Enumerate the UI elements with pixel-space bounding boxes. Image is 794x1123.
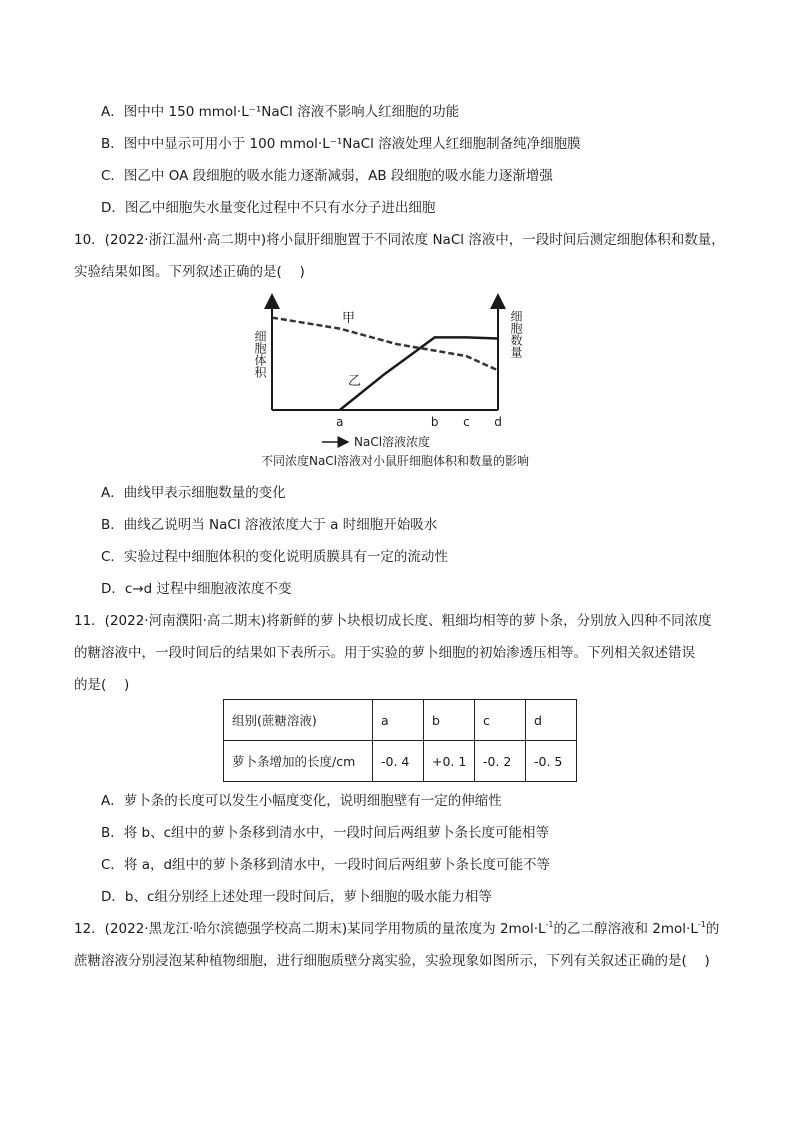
q9-option-b: B．图中中显示可用小于 100 mmol·L⁻¹NaCl 溶液处理人红细胞制备纯净细胞膜: [101, 136, 581, 152]
series-yi-label: 乙: [348, 374, 362, 389]
q11-option-c: C．将 a，d组中的萝卜条移到清水中，一段时间后两组萝卜条长度可能不等: [101, 857, 551, 873]
right-axis-label: 细胞数量: [509, 310, 523, 358]
q10-option-a: A．曲线甲表示细胞数量的变化: [101, 485, 286, 501]
q11-stem-line3: 的是( ): [74, 677, 130, 693]
q9-option-a: A．图中中 150 mmol·L⁻¹NaCl 溶液不影响人红细胞的功能: [101, 104, 460, 120]
x-tick-a: a: [336, 415, 344, 429]
table-header-b: b: [424, 700, 475, 741]
left-axis-label: 细胞体积: [253, 330, 267, 378]
table-row-label: 萝卜条增加的长度/cm: [224, 741, 373, 782]
q10-option-d: D．c→d 过程中细胞液浓度不变: [101, 581, 292, 597]
q12-stem-line2: 蔗糖溶液分别浸泡某种植物细胞，进行细胞质壁分离实验，实验现象如图所示，下列有关叙述正确的是( ): [74, 953, 710, 969]
series-jia-line: [272, 318, 498, 371]
x-tick-b: b: [430, 415, 439, 429]
q12-stem-line1: [74, 920, 719, 938]
x-axis-label: NaCl溶液浓度: [354, 435, 431, 449]
table-header-d: d: [526, 700, 577, 741]
table-cell-d: -0. 5: [526, 741, 577, 782]
table-cell-c: -0. 2: [475, 741, 526, 782]
table-header-c: c: [475, 700, 526, 741]
q11-option-b: B．将 b、c组中的萝卜条移到清水中，一段时间后两组萝卜条长度可能相等: [101, 825, 550, 841]
q10-stem-line2: 实验结果如图。下列叙述正确的是( ): [74, 264, 305, 280]
x-tick-d: d: [494, 415, 502, 429]
table-row: [224, 741, 577, 782]
chart-title: 不同浓度NaCl溶液对小鼠肝细胞体积和数量的影响: [260, 454, 530, 468]
superscript: -1: [545, 920, 554, 929]
q11-option-d: D．b、c组分别经上述处理一段时间后，萝卜细胞的吸水能力相等: [101, 889, 492, 905]
table-header-label: 组别(蔗糖溶液): [224, 700, 373, 741]
superscript: -1: [697, 920, 706, 929]
q11-stem-line1: 11．(2022·河南濮阳·高二期末)将新鲜的萝卜块根切成长度、粗细均相等的萝卜条，分别放入四种不同浓度: [74, 613, 712, 629]
table-cell-a: -0. 4: [373, 741, 424, 782]
q10-stem-line1: 10．(2022·浙江温州·高二期中)将小鼠肝细胞置于不同浓度 NaCl 溶液中，一段时间后测定细胞体积和数量，: [74, 232, 725, 248]
q11-option-a: A．萝卜条的长度可以发生小幅度变化，说明细胞壁有一定的伸缩性: [101, 793, 502, 809]
q10-option-b: B．曲线乙说明当 NaCl 溶液浓度大于 a 时细胞开始吸水: [101, 517, 438, 533]
q11-stem-line2: 的糖溶液中，一段时间后的结果如下表所示。用于实验的萝卜细胞的初始渗透压相等。下列相关叙述错误: [74, 645, 695, 661]
series-yi-line: [340, 337, 498, 410]
table-cell-b: +0. 1: [424, 741, 475, 782]
table-row: [224, 700, 577, 741]
series-jia-label: 甲: [342, 311, 356, 326]
q9-option-d: D．图乙中细胞失水量变化过程中不只有水分子进出细胞: [101, 200, 436, 216]
q10-chart: [240, 290, 560, 470]
q12-stem-part2: 的乙二醇溶液和 2mol·L: [553, 921, 698, 937]
q12-stem-part3: 的: [705, 921, 720, 937]
table-header-a: a: [373, 700, 424, 741]
q9-option-c: C．图乙中 OA 段细胞的吸水能力逐渐减弱，AB 段细胞的吸水能力逐渐增强: [101, 168, 553, 184]
q10-chart-svg: [240, 290, 560, 470]
q12-stem-part1: 12．(2022·黑龙江·哈尔滨德强学校高二期末)某同学用物质的量浓度为 2mol·L: [74, 921, 546, 937]
x-tick-c: c: [463, 415, 470, 429]
q10-option-c: C．实验过程中细胞体积的变化说明质膜具有一定的流动性: [101, 549, 448, 565]
q11-table: [223, 699, 577, 782]
